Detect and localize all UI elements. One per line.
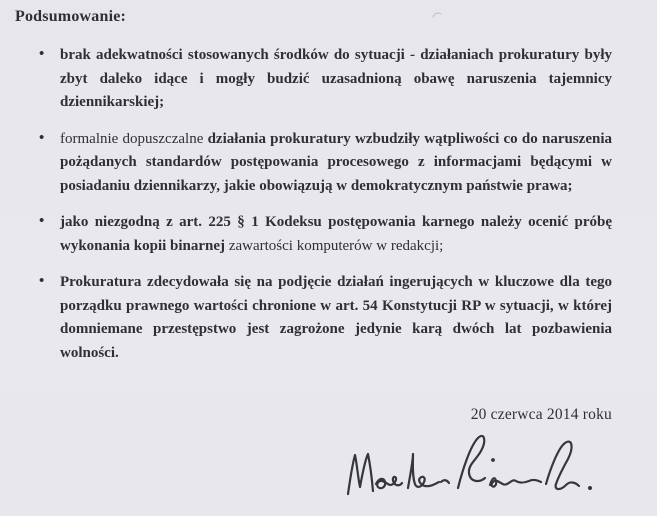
date-line: 20 czerwca 2014 roku xyxy=(470,406,612,423)
bullet-list xyxy=(38,44,612,378)
bullet-text xyxy=(60,214,612,254)
bullet-text xyxy=(60,47,612,110)
text-segment: działania prokuratury wzbudziły wątpliwości co do naruszenia pożądanych standardów postępowania procesowego z informacjami będącymi w posiadaniu dziennikarzy, jakie obowiązują w demokratycznym państwie prawa; xyxy=(60,130,612,194)
bullet-text xyxy=(60,274,612,361)
bullet-text xyxy=(60,131,612,194)
text-segment: jako niezgodną z art. 225 § 1 Kodeksu postępowania karnego należy ocenić próbę wykonania kopii binarnej xyxy=(60,214,612,254)
bullet-item xyxy=(38,211,612,258)
text-segment: Prokuratura zdecydowała się na podjęcie działań ingerujących w kluczowe dla tego porządku prawnego wartości chronione w art. 54 Konstytucji RP w sytuacji, w której domniemane przestępstwo jest zagrożone jedynie karą dwóch lat pozbawienia wolności. xyxy=(60,274,612,361)
bullet-item xyxy=(38,128,612,199)
bullet-item xyxy=(38,271,612,365)
bullet-marker: • xyxy=(39,213,45,229)
document-title: Podsumowanie: xyxy=(15,8,127,25)
text-segment: formalnie dopuszczalne xyxy=(60,130,208,147)
bullet-marker: • xyxy=(39,273,45,289)
scan-artifact-mark xyxy=(432,6,442,14)
text-segment: zawartości komputerów w redakcji; xyxy=(225,237,444,254)
signature-handwriting xyxy=(332,418,622,508)
text-segment: brak adekwatności stosowanych środków do sytuacji - działaniach prokuratury były zbyt daleko idące i mogły budzić uzasadnioną obawę naruszenia tajemnicy dziennikarskiej; xyxy=(60,47,612,110)
bullet-item xyxy=(38,44,612,115)
bullet-marker: • xyxy=(39,129,45,146)
bullet-marker: • xyxy=(39,46,45,62)
